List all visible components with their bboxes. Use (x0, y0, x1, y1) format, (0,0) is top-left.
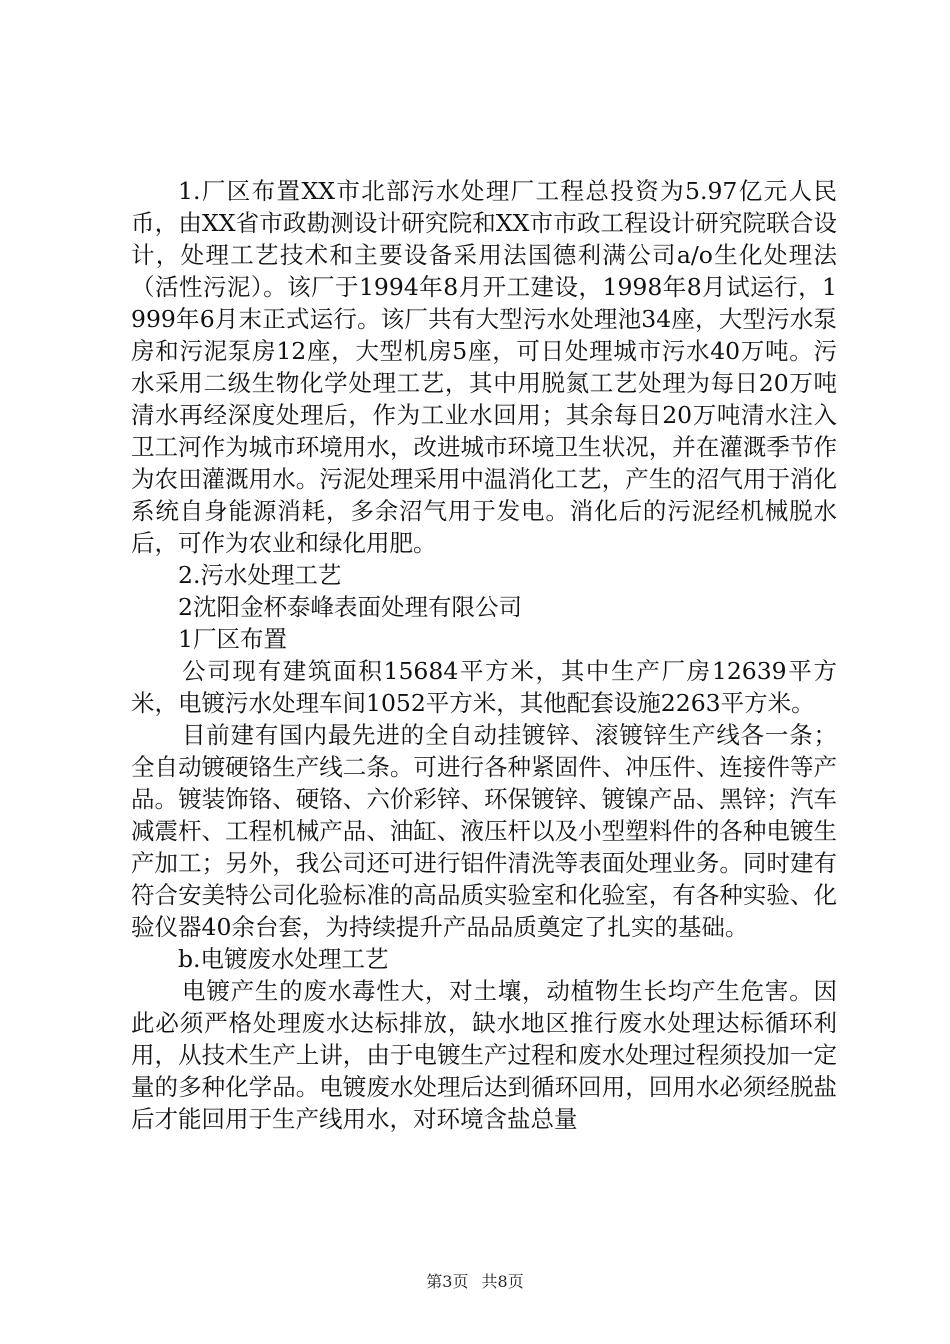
paragraph-wastewater-toxicity: 电镀产生的废水毒性大，对土壤，动植物生长均产生危害。因此必须严格处理废水达标排放，缺水地区推行废水处理达标循环利用，从技术生产上讲，由于电镀生产过程和废水处理过程须投加一定量的多种化学品。电镀废水处理后达到循环回用，回用水必须经脱盐后才能回用于生产线用水，对环境含盐总量 (131, 977, 837, 1133)
page-number: 第3页 (426, 1272, 469, 1291)
heading-plant-layout-2: 1厂区布置 (178, 625, 287, 653)
paragraph-production-lines: 目前建有国内最先进的全自动挂镀锌、滚镀锌生产线各一条；全自动镀硬铬生产线二条。可进行各种紧固件、冲压件、连接件等产品。镀装饰铬、硬铬、六价彩锌、环保镀锌、镀镍产品、黑锌；汽车减震杆、工程机械产品、油缸、液压杆以及小型塑料件的各种电镀生产加工；另外，我公司还可进行铝件清洗等表面处理业务。同时建有符合安美特公司化验标准的高品质实验室和化验室，有各种实验、化验仪器40余台套，为持续提升产品品质奠定了扎实的基础。 (131, 721, 837, 941)
heading-company-name: 2沈阳金杯泰峰表面处理有限公司 (178, 593, 522, 621)
heading-electroplating-wastewater: b.电镀废水处理工艺 (178, 945, 389, 973)
paragraph-building-area: 公司现有建筑面积15684平方米，其中生产厂房12639平方米，电镀污水处理车间1052平方米，其他配套设施2263平方米。 (131, 657, 837, 717)
document-body (131, 175, 837, 1135)
page-footer (0, 1272, 950, 1292)
paragraph-plant-layout: 1.厂区布置XX市北部污水处理厂工程总投资为5.97亿元人民币，由XX省市政勘测设计研究院和XX市市政工程设计研究院联合设计，处理工艺技术和主要设备采用法国德利满公司a/o生化处理法（活性污泥）。该厂于1994年8月开工建设，1998年8月试运行，1999年6月末正式运行。该厂共有大型污水处理池34座，大型污水泵房和污泥泵房12座，大型机房5座，可日处理城市污水40万吨。污水采用二级生物化学处理工艺，其中用脱氮工艺处理为每日20万吨清水再经深度处理后，作为工业水回用；其余每日20万吨清水注入卫工河作为城市环境用水，改进城市环境卫生状况，并在灌溉季节作为农田灌溉用水。污泥处理采用中温消化工艺，产生的沼气用于消化系统自身能源消耗，多余沼气用于发电。消化后的污泥经机械脱水后，可作为农业和绿化用肥。 (131, 177, 837, 557)
heading-sewage-process: 2.污水处理工艺 (178, 561, 342, 589)
page-total: 共8页 (481, 1272, 524, 1291)
